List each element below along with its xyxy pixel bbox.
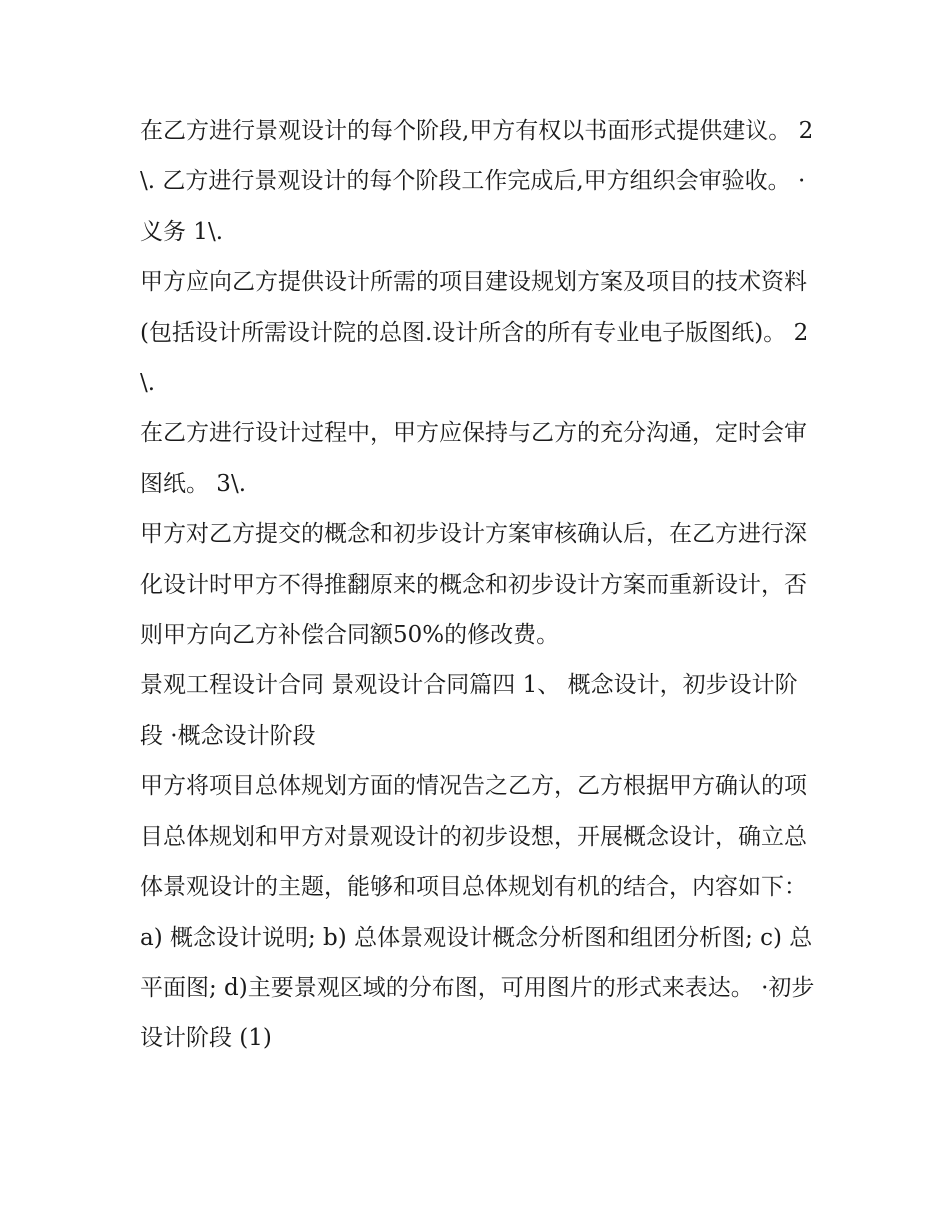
paragraph-deliverables: a) 概念设计说明; b) 总体景观设计概念分析图和组团分析图; c) 总平面图; d)主要景观区域的分布图，可用图片的形式来表达。 ·初步设计阶段 (1) [140, 924, 815, 1052]
paragraph-no-overturn: 甲方对乙方提交的概念和初步设计方案审核确认后，在乙方进行深化设计时甲方不得推翻原来的概念和初步设计方案而重新设计，否则甲方向乙方补偿合同额50%的修改费。 [140, 521, 807, 649]
paragraph-section-heading: 景观工程设计合同 景观设计合同篇四 1、 概念设计，初步设计阶段 ·概念设计阶段 [140, 672, 798, 749]
paragraph-provide-materials: 甲方应向乙方提供设计所需的项目建设规划方案及项目的技术资料(包括设计所需设计院的总图.设计所含的所有专业电子版图纸)。 2\. [140, 269, 809, 397]
paragraph-communication: 在乙方进行设计过程中，甲方应保持与乙方的充分沟通，定时会审图纸。 3\. [140, 420, 807, 497]
paragraph-concept-design: 甲方将项目总体规划方面的情况告之乙方，乙方根据甲方确认的项目总体规划和甲方对景观设计的初步设想，开展概念设计，确立总体景观设计的主题，能够和项目总体规划有机的结合，内容如下： [140, 773, 807, 901]
paragraph-stage-review: 在乙方进行景观设计的每个阶段,甲方有权以书面形式提供建议。 2\. 乙方进行景观设计的每个阶段工作完成后,甲方组织会审验收。 ·义务 1\. [140, 118, 814, 245]
document-body [140, 106, 820, 1064]
